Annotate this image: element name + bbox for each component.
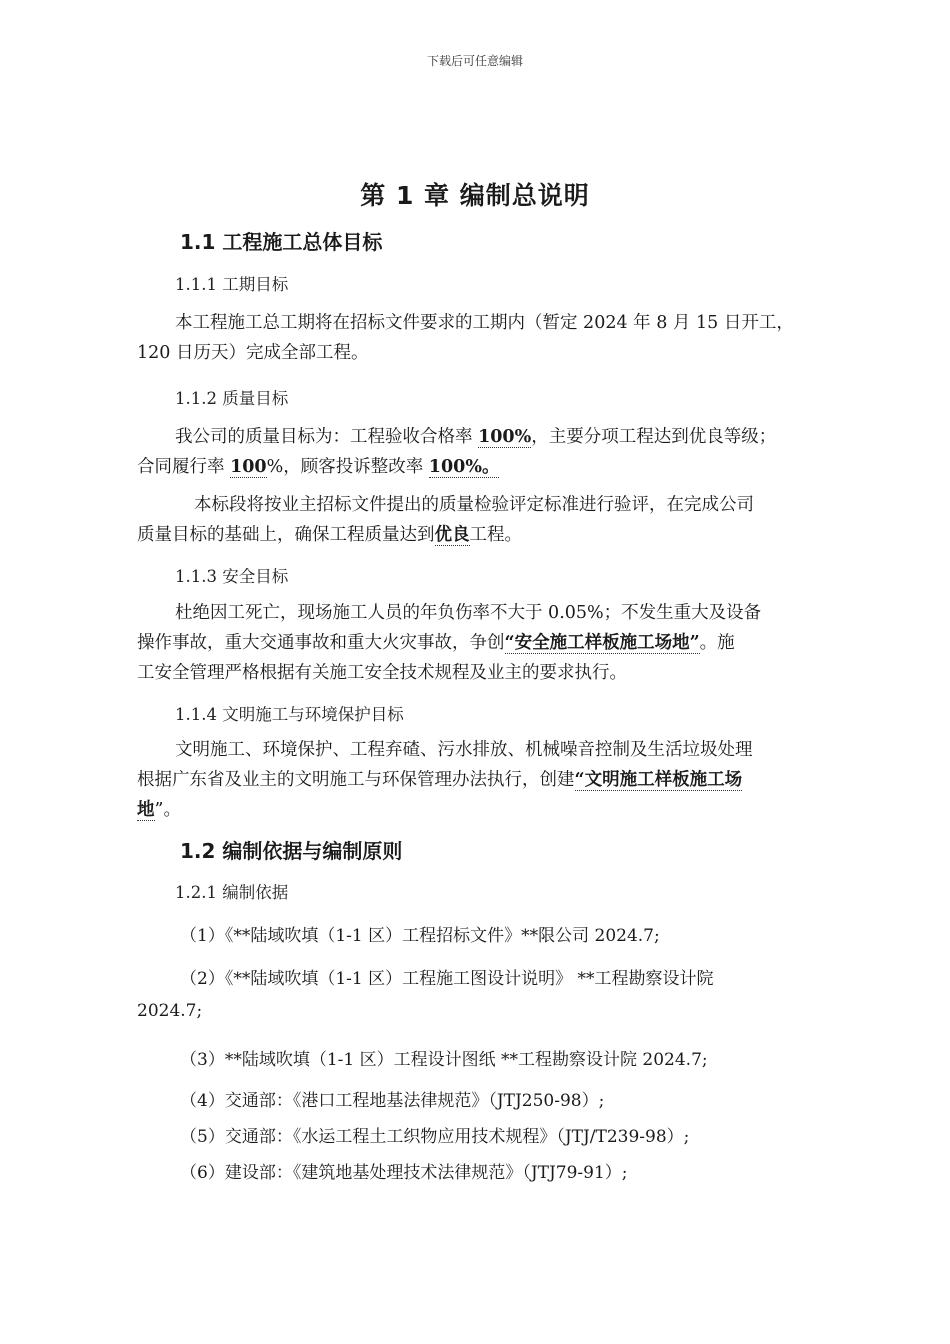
reference-item-5: （5）交通部：《水运工程土工织物应用技术规程》（JTJ/T239-98）; bbox=[180, 1127, 690, 1147]
quality-line-1 bbox=[137, 422, 827, 452]
schedule-paragraph bbox=[137, 308, 827, 368]
reference-item-2: （2）《**陆域吹填（1-1 区）工程施工图设计说明》 **工程勘察设计院 bbox=[180, 969, 714, 989]
complaint-rate-value: 100%。 bbox=[428, 457, 500, 477]
subsection-1-2-1-heading: 1.2.1 编制依据 bbox=[175, 883, 289, 902]
subsection-1-1-1-heading: 1.1.1 工期目标 bbox=[175, 275, 289, 294]
reference-item-6: （6）建设部：《建筑地基处理技术法律规范》（JTJ79-91）; bbox=[180, 1163, 628, 1183]
subsection-1-1-4-heading: 1.1.4 文明施工与环境保护目标 bbox=[175, 705, 404, 724]
reference-item-1: （1）《**陆域吹填（1-1 区）工程招标文件》**限公司 2024.7; bbox=[180, 926, 660, 946]
chapter-title: 第 1 章 编制总说明 bbox=[360, 181, 590, 210]
section-1-2-heading: 1.2 编制依据与编制原则 bbox=[180, 839, 403, 863]
environment-line-3 bbox=[137, 795, 827, 825]
subsection-1-1-3-heading: 1.1.3 安全目标 bbox=[175, 567, 289, 586]
page-header: 下载后可任意编辑 bbox=[426, 54, 523, 68]
quality-line-4 bbox=[137, 520, 827, 550]
excellent-grade-text: 优良 bbox=[434, 525, 470, 545]
quality-line-3: 本标段将按业主招标文件提出的质量检验评定标准进行验评，在完成公司 bbox=[194, 495, 754, 515]
safety-line-3: 工安全管理严格根据有关施工安全技术规程及业主的要求执行。 bbox=[137, 663, 627, 683]
quality-text: ，主要分项工程达到优良等级； bbox=[531, 427, 777, 447]
contract-rate-value: 100 bbox=[230, 457, 267, 477]
civilized-model-site-text-end: 地 bbox=[137, 800, 155, 820]
safety-model-site-text: “安全施工样板施工场地” bbox=[504, 633, 700, 653]
safety-line-2 bbox=[137, 628, 827, 658]
quality-paragraph-1 bbox=[137, 422, 827, 482]
quality-text: 工程。 bbox=[469, 525, 522, 545]
safety-text: 。施 bbox=[699, 633, 735, 653]
acceptance-rate-value: 100% bbox=[478, 427, 532, 447]
safety-line-1: 杜绝因工死亡，现场施工人员的年负伤率不大于 0.05%；不发生重大及设备 bbox=[175, 603, 762, 623]
environment-text: 根据广东省及业主的文明施工与环保管理办法执行，创建 bbox=[137, 770, 575, 790]
quality-text: 质量目标的基础上，确保工程质量达到 bbox=[137, 525, 435, 545]
environment-line-2 bbox=[137, 765, 827, 795]
reference-item-4: （4）交通部：《港口工程地基法律规范》（JTJ250-98）; bbox=[180, 1091, 605, 1111]
environment-text: ”。 bbox=[154, 800, 181, 820]
safety-text: 操作事故，重大交通事故和重大火灾事故，争创 bbox=[137, 633, 505, 653]
quality-text: 合同履行率 bbox=[137, 457, 231, 477]
quality-line-2 bbox=[137, 452, 827, 482]
subsection-1-1-2-heading: 1.1.2 质量目标 bbox=[175, 389, 289, 408]
quality-text: 我公司的质量目标为：工程验收合格率 bbox=[175, 427, 479, 447]
section-1-1-heading: 1.1 工程施工总体目标 bbox=[180, 230, 383, 254]
reference-item-2-cont: 2024.7; bbox=[137, 1001, 203, 1021]
quality-paragraph-2 bbox=[137, 490, 827, 550]
quality-text: %，顾客投诉整改率 bbox=[266, 457, 429, 477]
environment-line-1: 文明施工、环境保护、工程弃碴、污水排放、机械噪音控制及生活垃圾处理 bbox=[175, 740, 753, 760]
reference-item-3: （3）**陆域吹填（1-1 区）工程设计图纸 **工程勘察设计院 2024.7; bbox=[180, 1050, 708, 1070]
schedule-line-2: 120 日历天）完成全部工程。 bbox=[137, 343, 369, 363]
environment-paragraph bbox=[137, 735, 827, 825]
civilized-model-site-text: “文明施工样板施工场 bbox=[574, 770, 743, 790]
safety-paragraph bbox=[137, 598, 827, 688]
schedule-line-1: 本工程施工总工期将在招标文件要求的工期内（暂定 2024 年 8 月 15 日开工， bbox=[175, 313, 794, 333]
